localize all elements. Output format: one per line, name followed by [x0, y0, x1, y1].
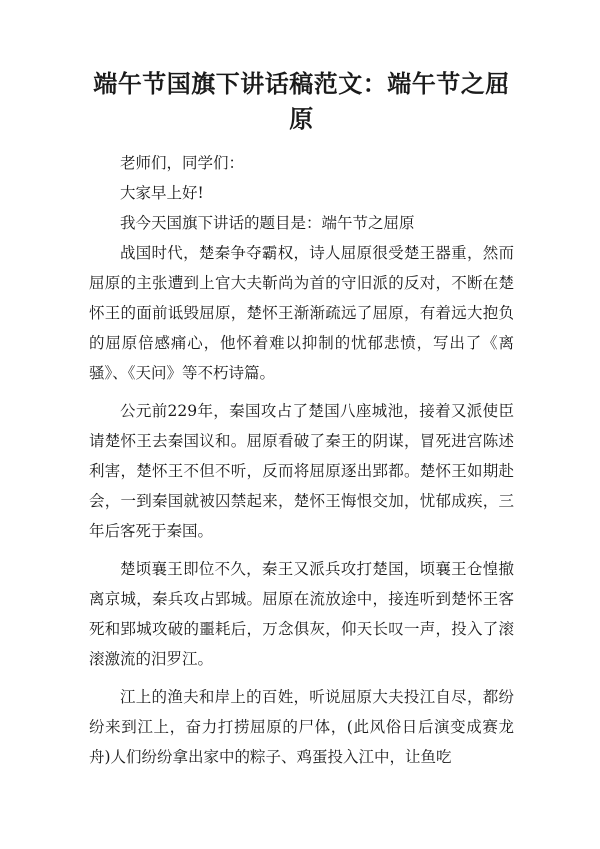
- paragraph-fishermen: 江上的渔夫和岸上的百姓，听说屈原大夫投江自尽，都纷纷来到江上，奋力打捞屈原的尸体，(此风俗日后演变成赛龙舟)人们纷纷拿出家中的粽子、鸡蛋投入江中，让鱼吃: [89, 688, 514, 766]
- document-title: 端午节国旗下讲话稿范文：端午节之屈原: [93, 69, 510, 133]
- paragraph-king-qingxiang: 楚顷襄王即位不久，秦王又派兵攻打楚国，顷襄王仓惶撤离京城，秦兵攻占郢城。屈原在流放途中，接连听到楚怀王客死和郢城攻破的噩耗后，万念俱灰，仰天长叹一声，投入了滚滚激流的汨罗江。: [89, 560, 514, 668]
- paragraph-good-morning: 大家早上好!: [120, 184, 204, 202]
- paragraph-warring-states: 战国时代，楚秦争夺霸权，诗人屈原很受楚王器重，然而屈原的主张遭到上官大夫靳尚为首的守旧派的反对，不断在楚怀王的面前诋毁屈原，楚怀王渐渐疏远了屈原，有着远大抱负的屈原倍感痛心，他怀着难以抑制的忧郁悲愤，写出了《离骚》、《天问》等不朽诗篇。: [89, 244, 514, 382]
- paragraph-greeting: 老师们，同学们：: [120, 154, 245, 172]
- paragraph-229-bc: 公元前229年，秦国攻占了楚国八座城池，接着又派使臣请楚怀王去秦国议和。屈原看破了秦王的阴谋，冒死进宫陈述利害，楚怀王不但不听，反而将屈原逐出郢都。楚怀王如期赴会，一到秦国就被囚禁起来，楚怀王悔恨交加，忧郁成疾，三年后客死于秦国。: [89, 402, 514, 540]
- paragraph-topic: 我今天国旗下讲话的题目是：端午节之屈原: [120, 214, 415, 232]
